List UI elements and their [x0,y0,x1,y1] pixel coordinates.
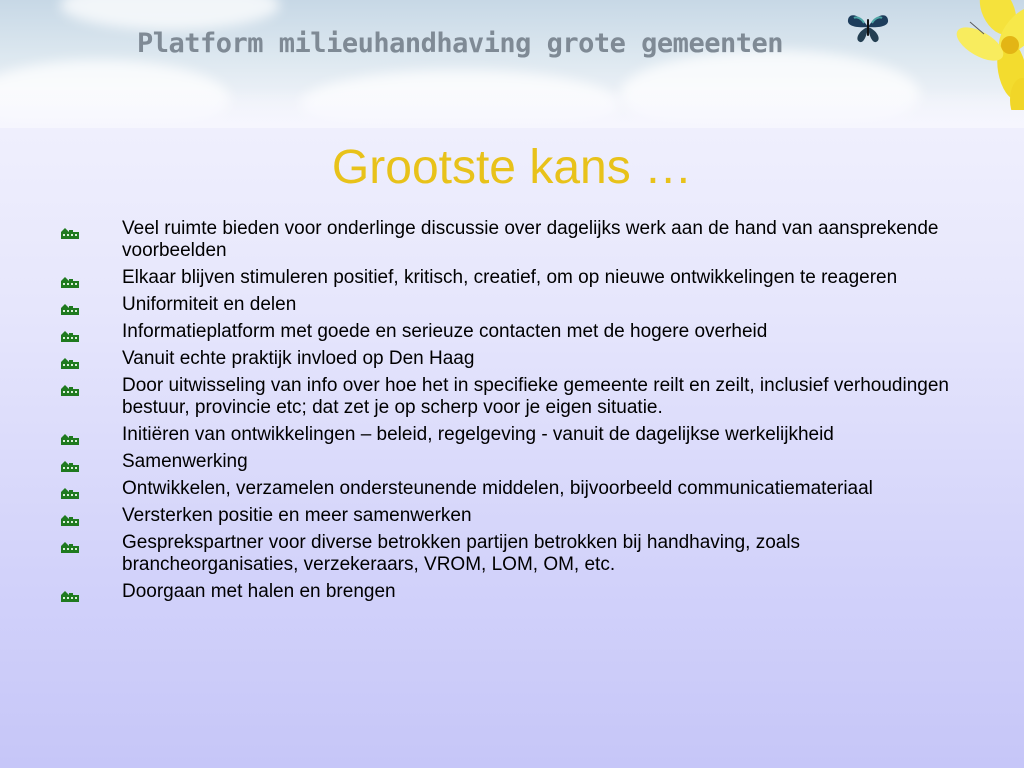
bullet-text: Door uitwisseling van info over hoe het in specifieke gemeente reilt en zeilt, inclusief verhoudingen bestuur, provincie etc; dat zet je op scherp voor je eigen situatie. [122,375,949,418]
list-item [60,581,980,603]
bullet-list [60,218,980,608]
bullet-text: Versterken positie en meer samenwerken [122,505,472,526]
list-item [60,424,980,446]
bullet-text: Doorgaan met halen en brengen [122,581,396,602]
flower-icon [940,0,1024,110]
list-item [60,267,980,289]
building-bullet-icon [60,273,80,287]
bullet-text: Gesprekspartner voor diverse betrokken partijen betrokken bij handhaving, zoals brancheorganisaties, verzekeraars, VROM, LOM, OM, etc. [122,532,801,575]
building-bullet-icon [60,484,80,498]
bullet-text: Uniformiteit en delen [122,294,297,315]
bullet-text: Veel ruimte bieden voor onderlinge discussie over dagelijks werk aan de hand van aansprekende voorbeelden [122,218,939,261]
building-bullet-icon [60,327,80,341]
bullet-text: Informatieplatform met goede en serieuze contacten met de hogere overheid [122,321,768,342]
bullet-text: Samenwerking [122,451,248,472]
header-banner [0,0,1024,128]
list-item [60,505,980,527]
list-item [60,218,980,262]
slide-title: Grootste kans … [331,141,693,194]
building-bullet-icon [60,538,80,552]
list-item [60,478,980,500]
building-bullet-icon [60,224,80,238]
list-item [60,321,980,343]
list-item [60,294,980,316]
list-item [60,451,980,473]
building-bullet-icon [60,354,80,368]
list-item [60,348,980,370]
bullet-text: Elkaar blijven stimuleren positief, kritisch, creatief, om op nieuwe ontwikkelingen te reageren [122,267,898,288]
building-bullet-icon [60,511,80,525]
building-bullet-icon [60,457,80,471]
building-bullet-icon [60,381,80,395]
building-bullet-icon [60,587,80,601]
building-bullet-icon [60,430,80,444]
bullet-text: Vanuit echte praktijk invloed op Den Haag [122,348,475,369]
butterfly-icon [846,10,890,44]
list-item [60,532,980,576]
bullet-text: Initiëren van ontwikkelingen – beleid, regelgeving - vanuit de dagelijkse werkelijkheid [122,424,834,445]
building-bullet-icon [60,300,80,314]
banner-title: Platform milieuhandhaving grote gemeenten [137,28,783,59]
list-item [60,375,980,419]
bullet-text: Ontwikkelen, verzamelen ondersteunende middelen, bijvoorbeeld communicatiemateriaal [122,478,873,499]
